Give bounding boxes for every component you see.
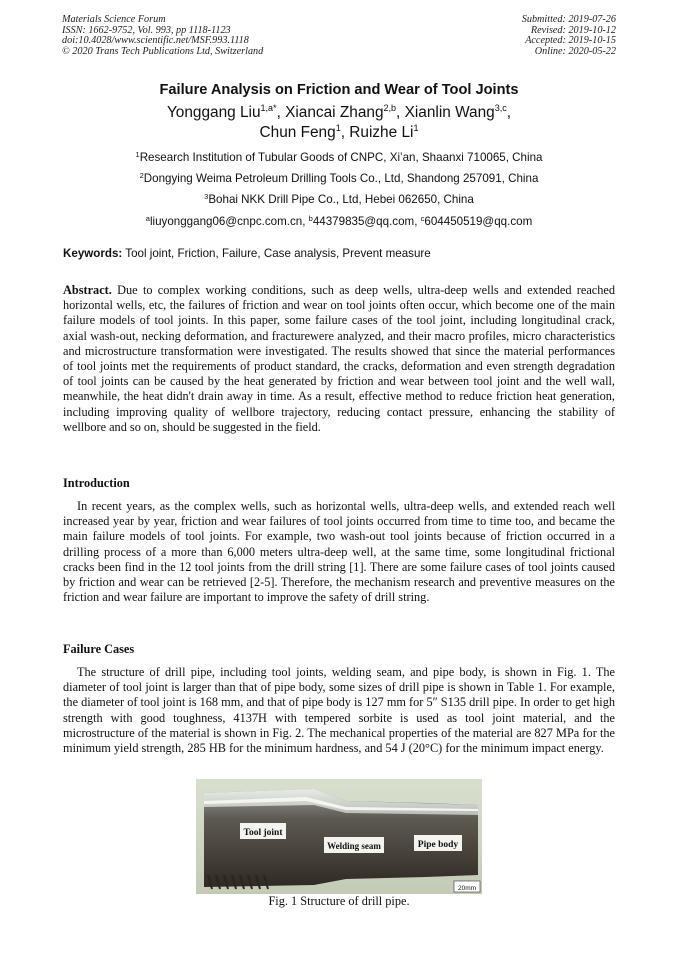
affiliation-2: $^2$Dongying Weima Petroleum Drilling Tools Co., Ltd, Shandong 257091, China [139, 171, 539, 185]
author-affiliation-mark: 1 [335, 123, 341, 133]
section-heading-introduction: Introduction [63, 476, 130, 490]
tool-joint-label: Tool joint [243, 828, 283, 838]
figure-drill-pipe-photo [196, 779, 482, 894]
introduction-paragraph: In recent years, as the complex wells, such as horizontal wells, ultra-deep wells, and extended reach well increased year by year, friction and wear failures of tool joints occurred from time to time too, and became the main failure models of tool joints. For example, two wash-out tool joints because of friction occurred in a drilling process of a more than 6,000 meters ultra-deep well, at the same time, some longitudinal frictional cracks been find in the 12 tool joints from the drill string [1]. There are some failure cases of tool joints caused by friction and wear can be retrieved [2-5]. Therefore, the mechanism research and preventive measures on the friction and wear failure are important to improve the safety of drill string. [63, 499, 615, 605]
date-accepted: Accepted: 2019-10-15 [525, 35, 616, 47]
journal-issn: ISSN: 1662-9752, Vol. 993, pp 1118-1123 [62, 24, 231, 36]
author-name: Xianlin Wang [404, 104, 495, 121]
section-heading-failure-cases: Failure Cases [63, 642, 135, 656]
date-revised: Revised: 2019-10-12 [530, 24, 616, 36]
author-affiliation-mark: 1,a* [260, 103, 277, 113]
abstract-text: Due to complex working conditions, such as deep wells, ultra-deep wells and extended reached horizontal wells, etc, the failures of friction and wear on tool joints often occur, which become one of the main failure models of tool joints. In this paper, some failure cases of the tool joint, including longitudinal crack, axial wash-out, necking deformation, and fracturewere analyzed, and their macro profiles, micro characteristics and microstructure transformation were investigated. The results showed that since the material performances of tool joints met the requirements of product standard, the cracks, deformation and even strength degradation of tool joints can be caused by the heat generated by friction and wear between tool joint and the well wall, meanwhile, the heat didn't drain away in time. As a result, effective method to reduce friction heat generation, including improving quality of wellbore trajectory, reducing contact pressure, enhancing the stability of wellbore and so on, should be suggested in the field. [63, 283, 615, 434]
author-name: Chun Feng [259, 124, 336, 141]
author-name: Yonggang Liu [166, 104, 261, 121]
email-link[interactable]: 604450519@qq.com [424, 215, 533, 228]
author-affiliation-mark: 3,c [494, 103, 507, 113]
keywords-list: Tool joint, Friction, Failure, Case analysis, Prevent measure [122, 247, 431, 260]
failure-cases-paragraph: The structure of drill pipe, including tool joints, welding seam, and pipe body, is shown in Fig. 1. The diameter of tool joint is larger than that of pipe body, some sizes of drill pipe is shown in Table 1. For example, the diameter of tool joint is 168 mm, and that of pipe body is 127 mm for 5″ S135 drill pipe. In order to get high strength with good toughness, 4137H with tempered sorbite is used as tool joint material, and the microstructure of the material is shown in Fig. 2. The mechanical properties of the material are 827 MPa for the minimum yield strength, 285 HB for the minimum hardness, and 54 J (20°C) for the minimum impact energy. [63, 665, 615, 756]
author-affiliation-mark: 1 [413, 123, 419, 133]
author-name: Xiancai Zhang [285, 104, 384, 121]
paper-title: Failure Analysis on Friction and Wear of Tool Joints [159, 82, 519, 98]
date-online: Online: 2020-05-22 [534, 45, 616, 57]
author-affiliation-mark: 2,b [383, 103, 397, 113]
abstract [63, 283, 615, 435]
author-emails: $^a$liuyonggang06@cnpc.com.cn, $^b$44379835@qq.com, $^c$604450519@qq.com [145, 214, 533, 228]
keywords-label: Keywords: [63, 247, 123, 260]
journal-copyright: © 2020 Trans Tech Publications Ltd, Switzerland [62, 45, 264, 57]
email-link[interactable]: liuyonggang06@cnpc.com.cn, [149, 215, 309, 228]
submission-dates [522, 15, 616, 57]
journal-doi: doi:10.4028/www.scientific.net/MSF.993.1118 [62, 35, 249, 47]
journal-name: Materials Science Forum [62, 14, 166, 25]
author-name: Ruizhe Li [349, 124, 414, 141]
email-link[interactable]: 44379835@qq.com, [312, 215, 421, 228]
author-line-1: Yonggang Liu$^{1,a*}$, Xiancai Zhang$^{2,b}$, Xianlin Wang$^{3,c}$, [166, 103, 512, 121]
affiliation-1: $^1$Research Institution of Tubular Goods of CNPC, Xi’an, Shaanxi 710065, China [135, 150, 543, 164]
keywords [63, 247, 431, 260]
scale-bar-label: 20mm [457, 885, 477, 892]
date-submitted: Submitted: 2019-07-26 [521, 14, 616, 25]
figure-caption: Fig. 1 Structure of drill pipe. [268, 894, 410, 908]
welding-seam-label: Welding seam [327, 841, 381, 851]
affiliation-3: $^3$Bohai NKK Drill Pipe Co., Ltd, Hebei 062650, China [204, 192, 474, 206]
author-line-2: Chun Feng$^1$, Ruizhe Li$^1$ [259, 123, 419, 141]
journal-info [62, 15, 263, 57]
pipe-body-label: Pipe body [417, 840, 459, 850]
drill-pipe-illustration [196, 779, 482, 894]
abstract-label: Abstract. [63, 283, 112, 297]
